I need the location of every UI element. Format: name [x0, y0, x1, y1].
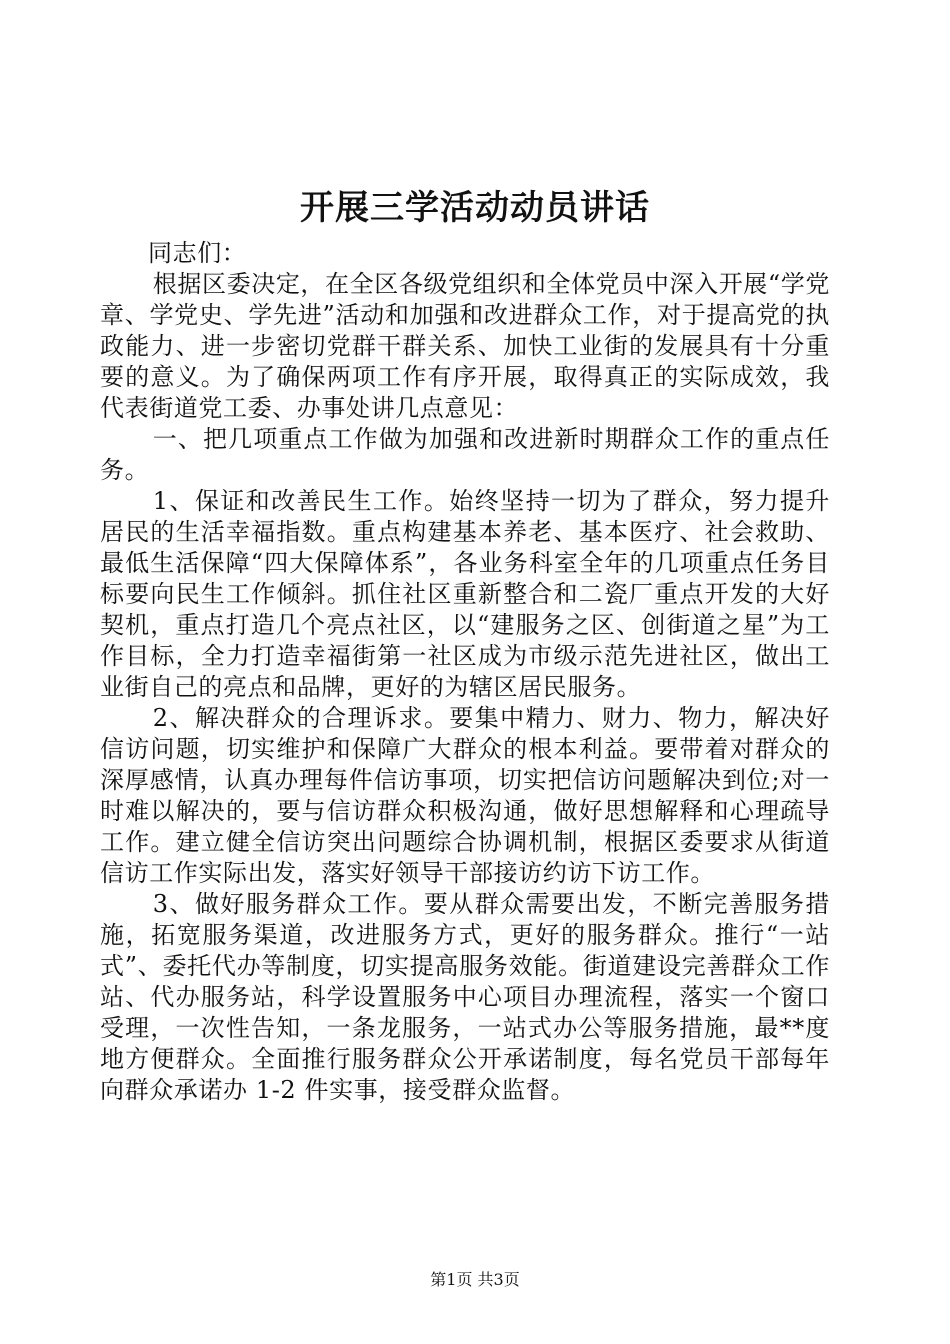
paragraph-intro: 根据区委决定，在全区各级党组织和全体党员中深入开展“学党章、学党史、学先进”活动和加强和改进群众工作，对于提高党的执政能力、进一步密切党群干群关系、加快工业街的发展具有十分重要的意义。为了确保两项工作有序开展，取得真正的实际成效，我代表街道党工委、办事处讲几点意见： [100, 270, 830, 422]
document-body [100, 238, 830, 1106]
greeting: 同志们： [148, 239, 247, 267]
paragraph-item-2: 2、解决群众的合理诉求。要集中精力、财力、物力，解决好信访问题，切实维护和保障广大群众的根本利益。要带着对群众的深厚感情，认真办理每件信访事项，切实把信访问题解决到位;对一时难以解决的，要与信访群众积极沟通，做好思想解释和心理疏导工作。建立健全信访突出问题综合协调机制，根据区委要求从街道信访工作实际出发，落实好领导干部接访约访下访工作。 [100, 704, 830, 887]
paragraph-item-3: 3、做好服务群众工作。要从群众需要出发，不断完善服务措施，拓宽服务渠道，改进服务方式，更好的服务群众。推行“一站式”、委托代办等制度，切实提高服务效能。街道建设完善群众工作站、代办服务站，科学设置服务中心项目办理流程，落实一个窗口受理，一次性告知，一条龙服务，一站式办公等服务措施，最**度地方便群众。全面推行服务群众公开承诺制度，每名党员干部每年向群众承诺办 1-2 件实事，接受群众监督。 [100, 890, 830, 1104]
paragraph-item-1: 1、保证和改善民生工作。始终坚持一切为了群众，努力提升居民的生活幸福指数。重点构建基本养老、基本医疗、社会救助、最低生活保障“四大保障体系”，各业务科室全年的几项重点任务目标要向民生工作倾斜。抓住社区重新整合和二瓷厂重点开发的大好契机，重点打造几个亮点社区，以“建服务之区、创街道之星”为工作目标，全力打造幸福街第一社区成为市级示范先进社区，做出工业街自己的亮点和品牌，更好的为辖区居民服务。 [100, 487, 830, 701]
page-number-footer: 第1页 共3页 [430, 1270, 520, 1289]
document-title: 开展三学活动动员讲话 [300, 188, 650, 228]
paragraph-section-heading: 一、把几项重点工作做为加强和改进新时期群众工作的重点任务。 [100, 425, 830, 484]
